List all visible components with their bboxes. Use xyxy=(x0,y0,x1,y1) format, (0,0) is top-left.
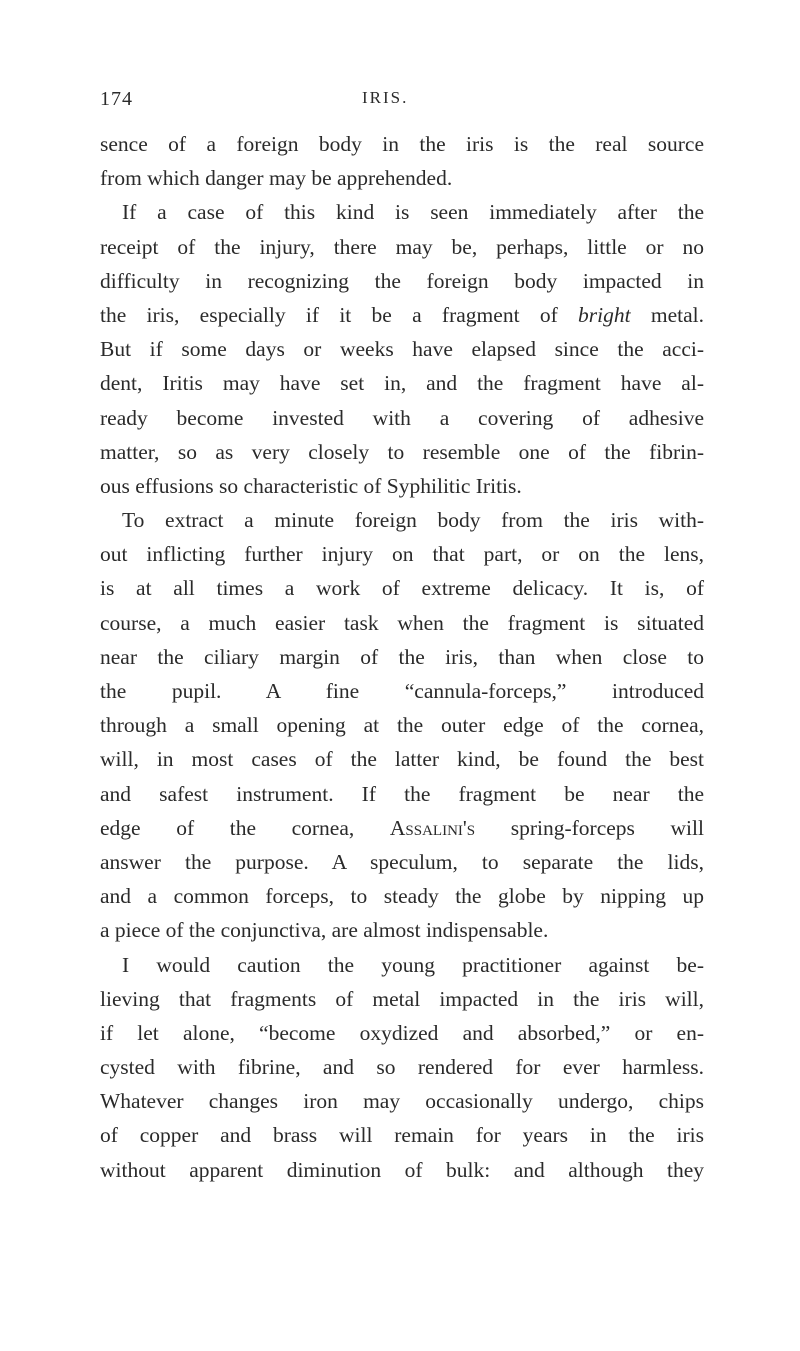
italic-word: bright xyxy=(578,302,631,327)
small-caps-name: Assalini's xyxy=(389,815,476,840)
text-line: To extract a minute foreign body from the iris with- xyxy=(122,508,704,533)
text-fragment: edge of the cornea, xyxy=(100,815,390,840)
text-line: of copper and brass will remain for years in the iris xyxy=(100,1123,704,1148)
text-line: If a case of this kind is seen immediately after the xyxy=(122,200,704,225)
text-line: receipt of the injury, there may be, perhaps, little or no xyxy=(100,234,704,259)
text-line: But if some days or weeks have elapsed since the acci- xyxy=(100,337,704,362)
text-fragment: metal. xyxy=(630,302,705,327)
text-line: if let alone, “become oxydized and absorbed,” or en- xyxy=(100,1020,704,1045)
text-line: cysted with fibrine, and so rendered for ever harmless. xyxy=(100,1055,704,1080)
text-line: the pupil. A fine “cannula-forceps,” introduced xyxy=(100,679,704,703)
text-line xyxy=(100,811,704,845)
text-line xyxy=(100,298,704,332)
text-fragment: the iris, especially if it be a fragment of xyxy=(100,302,579,327)
text-line: matter, so as very closely to resemble one of the fibrin- xyxy=(100,439,704,464)
text-line: sence of a foreign body in the iris is the real source xyxy=(100,132,704,156)
text-line: and safest instrument. If the fragment be near the xyxy=(100,781,704,806)
text-line: lieving that fragments of metal impacted in the iris will, xyxy=(100,986,704,1011)
text-line: near the ciliary margin of the iris, than when close to xyxy=(100,644,704,669)
text-line: from which danger may be apprehended. xyxy=(100,166,453,191)
text-line: will, in most cases of the latter kind, be found the best xyxy=(100,747,704,772)
text-line: out inflicting further injury on that part, or on the lens, xyxy=(100,542,704,567)
text-line: a piece of the conjunctiva, are almost indispensable. xyxy=(100,918,549,943)
text-line: without apparent diminution of bulk: and although they xyxy=(100,1157,704,1182)
text-line: course, a much easier task when the fragment is situated xyxy=(100,610,704,635)
text-line: Whatever changes iron may occasionally undergo, chips xyxy=(100,1089,704,1114)
running-head xyxy=(100,88,700,114)
text-line: is at all times a work of extreme delicacy. It is, of xyxy=(100,576,704,601)
text-line: and a common forceps, to steady the globe by nipping up xyxy=(100,884,704,909)
text-fragment: spring-forceps will xyxy=(475,815,704,840)
text-line: I would caution the young practitioner against be- xyxy=(122,952,704,977)
text-line: dent, Iritis may have set in, and the fragment have al- xyxy=(100,371,704,396)
body-text xyxy=(100,127,704,1187)
text-line: through a small opening at the outer edge of the cornea, xyxy=(100,713,704,738)
running-title: IRIS. xyxy=(362,88,409,107)
text-line: ous effusions so characteristic of Syphilitic Iritis. xyxy=(100,473,522,498)
page-number: 174 xyxy=(100,88,133,110)
text-line: difficulty in recognizing the foreign body impacted in xyxy=(100,268,704,293)
text-line: ready become invested with a covering of adhesive xyxy=(100,405,704,430)
text-line: answer the purpose. A speculum, to separate the lids, xyxy=(100,849,704,874)
